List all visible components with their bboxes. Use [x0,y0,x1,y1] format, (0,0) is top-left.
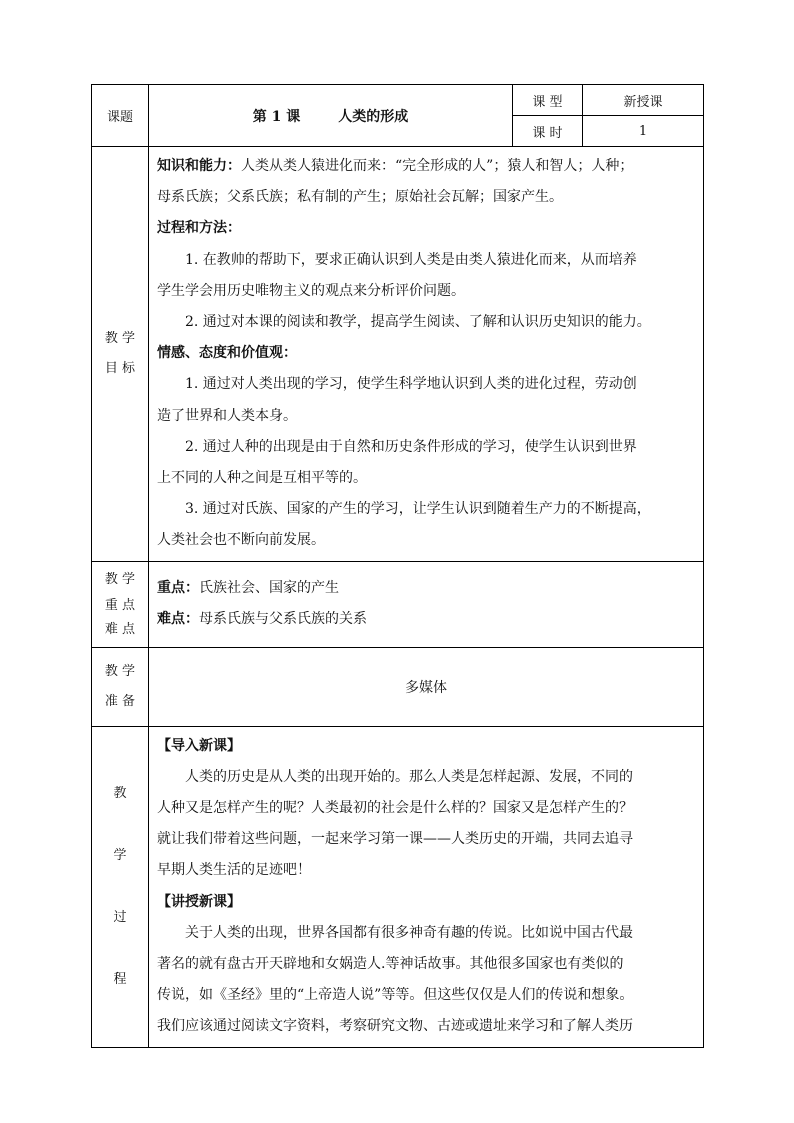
key-point-heading: 重点： [157,579,199,596]
teach-text-3: 传说，如《圣经》里的“上帝造人说”等等。但这些仅仅是人们的传说和想象。 [157,987,634,1004]
focus-label [92,561,149,647]
class-hours-value: 1 [583,116,704,147]
focus-label-line-1: 教 学 [104,572,136,588]
process-method-heading: 过程和方法： [157,220,241,237]
process-label-line-4: 程 [113,971,127,987]
focus-content [149,561,704,647]
process-goal-2: 2. 通过对本课的阅读和教学，提高学生阅读、了解和认识历史知识的能力。 [185,314,651,331]
emotion-goal-3a: 3. 通过对氏族、国家的产生的学习，让学生认识到随着生产力的不断提高， [185,501,651,518]
goals-label-line-2: 目 标 [104,360,136,376]
process-content [149,726,704,1047]
knowledge-heading: 知识和能力： [157,158,241,174]
prep-value: 多媒体 [149,647,704,726]
lesson-plan-page [91,84,703,1048]
goals-label [92,147,149,562]
process-label [92,726,149,1047]
knowledge-text-1: 人类从类人猿进化而来：“完全形成的人”；猿人和智人；人种； [241,158,634,174]
intro-text-3: 就让我们带着这些问题，一起来学习第一课——人类历史的开端，共同去追寻 [157,831,633,848]
emotion-goal-3b: 人类社会也不断向前发展。 [157,532,325,549]
focus-label-line-2: 重 点 [104,598,136,614]
prep-label-line-1: 教 学 [104,663,136,679]
emotion-goal-1b: 造了世界和人类本身。 [157,407,297,424]
process-goal-1b: 学生学会用历史唯物主义的观点来分析评价问题。 [157,282,465,299]
process-label-line-1: 教 [113,785,127,801]
goals-label-line-1: 教 学 [104,330,136,346]
intro-text-4: 早期人类生活的足迹吧！ [157,862,311,879]
intro-text-2: 人种又是怎样产生的呢？人类最初的社会是什么样的？国家又是怎样产生的？ [157,800,633,817]
teach-text-2: 著名的就有盘古开天辟地和女娲造人.等神话故事。其他很多国家也有类似的 [157,956,624,973]
lesson-number: 第 1 课 [252,108,301,125]
intro-heading: 【导入新课】 [157,737,241,754]
lesson-type-label: 课 型 [513,85,583,116]
lesson-title [149,85,513,147]
difficult-point-text: 母系氏族与父系氏族的关系 [199,611,367,628]
prep-label-line-2: 准 备 [104,693,136,709]
knowledge-text-2: 母系氏族；父系氏族；私有制的产生；原始社会瓦解；国家产生。 [157,189,563,206]
focus-label-line-3: 难 点 [104,622,136,638]
teach-heading: 【讲授新课】 [157,893,241,910]
lesson-name: 人类的形成 [338,108,409,125]
teach-text-1: 关于人类的出现，世界各国都有很多神奇有趣的传说。比如说中国古代最 [185,924,633,941]
process-label-line-2: 学 [113,847,127,863]
class-hours-label: 课 时 [513,116,583,147]
emotion-goal-2a: 2. 通过人种的出现是由于自然和历史条件形成的学习，使学生认识到世界 [185,438,637,455]
emotion-goal-2b: 上不同的人种之间是互相平等的。 [157,470,367,487]
intro-text-1: 人类的历史是从人类的出现开始的。那么人类是怎样起源、发展，不同的 [185,768,633,785]
emotion-heading: 情感、态度和价值观： [157,345,297,362]
lesson-type-value: 新授课 [583,85,704,116]
topic-label: 课题 [92,85,149,147]
difficult-point-heading: 难点： [157,611,199,628]
key-point-text: 氏族社会、国家的产生 [199,579,339,596]
lesson-plan-table [91,84,704,1048]
goals-content [149,147,704,562]
process-goal-1a: 1. 在教帅的帮助下，要求正确认识到人类是由类人猿进化而来，从而培养 [185,251,637,268]
prep-label [92,647,149,726]
process-label-line-3: 过 [113,909,127,925]
emotion-goal-1a: 1. 通过对人类出现的学习，使学生科学地认识到人类的进化过程，劳动创 [185,376,637,393]
teach-text-4: 我们应该通过阅读文字资料，考察研究文物、古迹或遗址来学习和了解人类历 [157,1018,633,1035]
